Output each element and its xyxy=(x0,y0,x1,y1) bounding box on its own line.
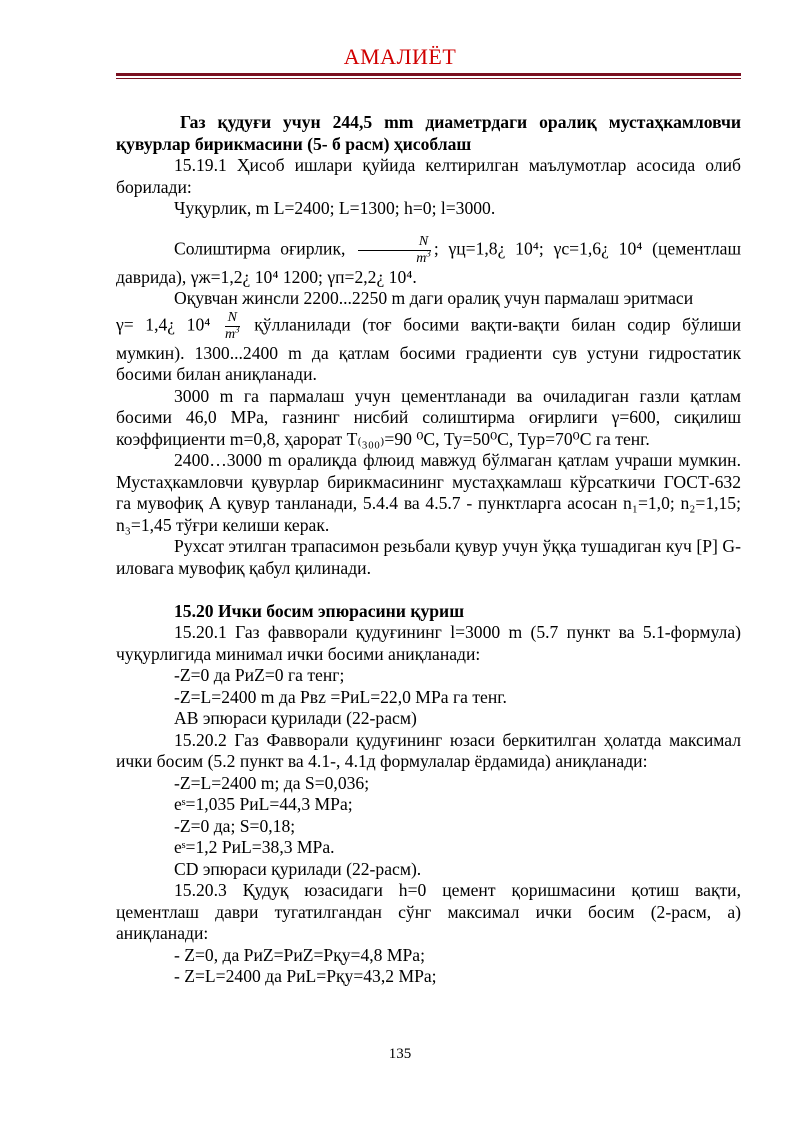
line-z0: -Z=0 да РиZ=0 га тенг; xyxy=(174,665,345,685)
fraction-n-m3 xyxy=(358,234,431,267)
line-es-2: eˢ=1,2 РиL=38,3 MPa. xyxy=(174,837,335,857)
header-rule-thin xyxy=(116,78,741,79)
paragraph-15-20-1: 15.20.1 Газ фаввoрали қудуғининг l=3000 m (5.7 пункт ва 5.1-формула) чуқурлигида минимал ички босими аниқланади: xyxy=(116,622,741,664)
paragraph-drilling-fluid: Оқувчан жинсли 2200...2250 m даги оралиқ учун пармалаш эритмаси xyxy=(174,288,694,308)
fraction-denominator-2 xyxy=(225,323,240,343)
page-header-title: АМАЛИЁТ xyxy=(343,44,457,69)
paragraph-15-19-1: 15.19.1 Ҳисоб ишлари қуйида келтирилган маълумотлар асосида олиб борилади: xyxy=(116,155,741,197)
line-es-1: eˢ=1,035 РиL=44,3 MPa; xyxy=(174,794,353,814)
line-z0-pressure: - Z=0, да РиZ=РиZ=Рқу=4,8 MPa; xyxy=(174,944,425,965)
paragraph-interval: 2400…3000 m оралиқда флюид мавжуд бўлмаган қатлам учраши мумкин. Мустаҳкамловчи қувурлар бирикмасининг мустаҳкамлаш кўрсаткичи ГОСТ-632 га мувофиқ А қувур танланади, 5.4.4 ва 4.5.7 - пунктларга асосан n₁=1,0; n₂=1,15; n₃=1,45 тўғри келиши керак. xyxy=(116,450,741,535)
line-z0-s: -Z=0 да; S=0,18; xyxy=(174,815,296,836)
section-15-20-title: 15.20 Ички босим эпюрасини қуриш xyxy=(174,600,465,621)
gamma-value: γ= 1,4¿ 10⁴ xyxy=(116,314,211,335)
line-z2400: -Z=L=2400 m да Рвz =РиL=22,0 MPa га тенг. xyxy=(174,686,507,707)
fraction-numerator-2: N xyxy=(225,310,240,327)
line-z-l-s: -Z=L=2400 m; да S=0,036; xyxy=(174,772,370,793)
header-rule-thick xyxy=(116,73,741,76)
fraction-den-exp-2: 3 xyxy=(235,323,240,334)
specific-weight-values: ; γц=1,8¿ 10⁴; γс=1,6¿ 10⁴ (цементлаш даврида), γж=1,2¿ 10⁴ 1200; γп=2,2¿ 10⁴. xyxy=(116,238,741,287)
paragraph-depth: Чуқурлик, m L=2400; L=1300; h=0; l=3000. xyxy=(174,198,496,218)
line-cd-diagram: CD эпюраси қурилади (22-расм). xyxy=(174,858,422,879)
paragraph-specific-weight xyxy=(116,234,741,289)
fraction-numerator: N xyxy=(358,234,431,251)
paragraph-15-20-2: 15.20.2 Газ Фаввoрали қудуғининг юзаси беркитилган ҳолатда максимал ички босим (5.2 пункт ва 4.1-, 4.1д формулалар ёрдамида) аниқланади: xyxy=(116,729,741,771)
document-body xyxy=(116,112,741,988)
line-ab-diagram: АВ эпюраси қурилади (22-расм) xyxy=(174,708,417,728)
line-z2400-pressure: - Z=L=2400 да РиL=Рқу=43,2 MPa; xyxy=(174,966,437,986)
fraction-den-base: m xyxy=(416,250,427,266)
fraction-denominator xyxy=(358,247,431,267)
paragraph-cementing: 3000 m га пармалаш учун цементланади ва очиладиган газли қатлам босими 46,0 MPa, газнинг нисбий солиштирма оғирлиги γ=600, сиқилиш коэффициенти m=0,8, ҳарорат Т₍₃₀₀₎=90 ⁰С, Ту=50⁰С, Тур=70⁰С га тенг. xyxy=(116,385,741,449)
specific-weight-label: Солиштирма оғирлик, xyxy=(174,238,346,259)
fraction-den-base-2: m xyxy=(225,326,236,342)
paragraph-15-20-3: 15.20.3 Қудуқ юзасидаги h=0 цемент қоришмасини қотиш вақти, цементлаш даври тугатилгандан сўнг максимал ички босим (2-расм, а) аниқланади: xyxy=(116,880,741,943)
spacer xyxy=(116,579,741,601)
fraction-n-m3-2 xyxy=(225,310,240,343)
section-title: Газ қудуғи учун 244,5 mm диаметрдаги оралиқ мустаҳкамловчи қувурлар бирикмасини (5- б расм) ҳисоблаш xyxy=(116,112,741,154)
paragraph-allowable-load: Рухсат этилган трапасимон резьбали қувур учун ўққа тушадиган куч [P] G-иловага мувофиқ қабул қилинади. xyxy=(116,536,741,578)
page-number: 135 xyxy=(388,1046,412,1062)
fraction-den-exp: 3 xyxy=(426,247,431,258)
gamma-use-text: қўлланилади (тоғ босими вақти-вақти билан содир бўлиши мумкин). 1300...2400 m да қатлам босими градиенти сув устуни гидростатик босими билан аниқланади. xyxy=(116,314,741,384)
paragraph-gamma-use xyxy=(116,310,741,386)
